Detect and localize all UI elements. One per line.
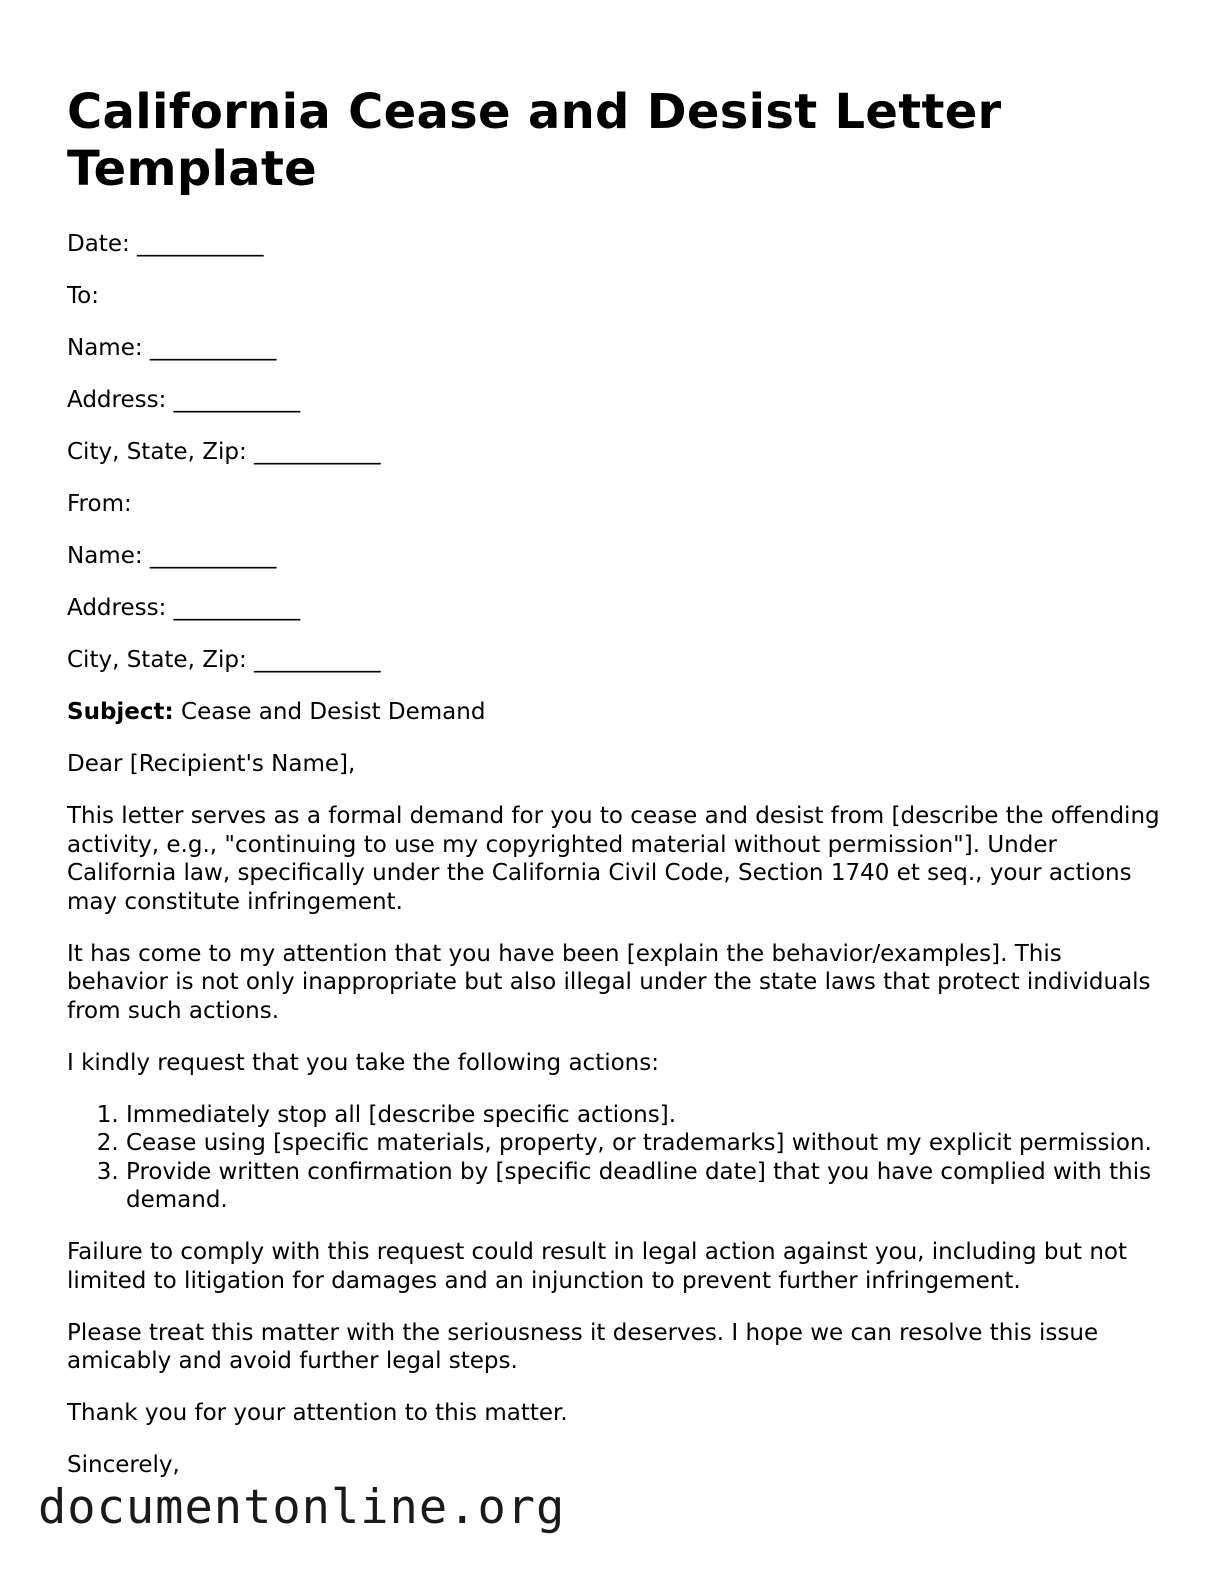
closing: Sincerely, [67, 1452, 180, 1478]
to-address-field: Address: ___________ [67, 387, 301, 413]
subject-text: Cease and Desist Demand [173, 699, 486, 725]
subject-line [67, 698, 1167, 727]
list-item: 1. Immediately stop all [describe specific actions]. [126, 1101, 1167, 1130]
watermark: documentonline.org [38, 1480, 566, 1535]
paragraph-consequences: Failure to comply with this request could result in legal action against you, including but not limited to litigation for damages and an injunction to prevent further infringement. [67, 1239, 1128, 1294]
to-name-field: Name: ___________ [67, 335, 277, 361]
paragraph-thanks: Thank you for your attention to this matter. [67, 1400, 568, 1426]
paragraph-demand: This letter serves as a formal demand for you to cease and desist from [describe the offending activity, e.g., "continuing to use my copyrighted material without permission"]. Under California law, specifically under the California Civil Code, Section 1740 et seq., your actions may constitute infringement. [67, 803, 1160, 915]
paragraph-seriousness: Please treat this matter with the seriousness it deserves. I hope we can resolve this issue amicably and avoid further legal steps. [67, 1319, 1099, 1374]
letter-page [67, 84, 1167, 1503]
document-title: California Cease and Desist Letter Template [67, 84, 1002, 197]
to-label: To: [67, 283, 99, 309]
from-address-field: Address: ___________ [67, 595, 301, 621]
list-item: 2. Cease using [specific materials, property, or trademarks] without my explicit permission. [126, 1129, 1167, 1158]
list-item: 3. Provide written confirmation by [specific deadline date] that you have complied with this demand. [126, 1158, 1167, 1215]
salutation: Dear [Recipient's Name], [67, 751, 356, 777]
from-name-field: Name: ___________ [67, 543, 277, 569]
paragraph-behavior: It has come to my attention that you have been [explain the behavior/examples]. This behavior is not only inappropriate but also illegal under the state laws that protect individuals from such actions. [67, 940, 1151, 1024]
from-label: From: [67, 491, 132, 517]
actions-list [67, 1101, 1167, 1215]
to-city-state-zip-field: City, State, Zip: ___________ [67, 439, 381, 465]
paragraph-request-intro: I kindly request that you take the following actions: [67, 1049, 659, 1076]
subject-label: Subject: [67, 699, 174, 725]
from-city-state-zip-field: City, State, Zip: ___________ [67, 647, 381, 673]
date-field: Date: ___________ [67, 231, 264, 257]
